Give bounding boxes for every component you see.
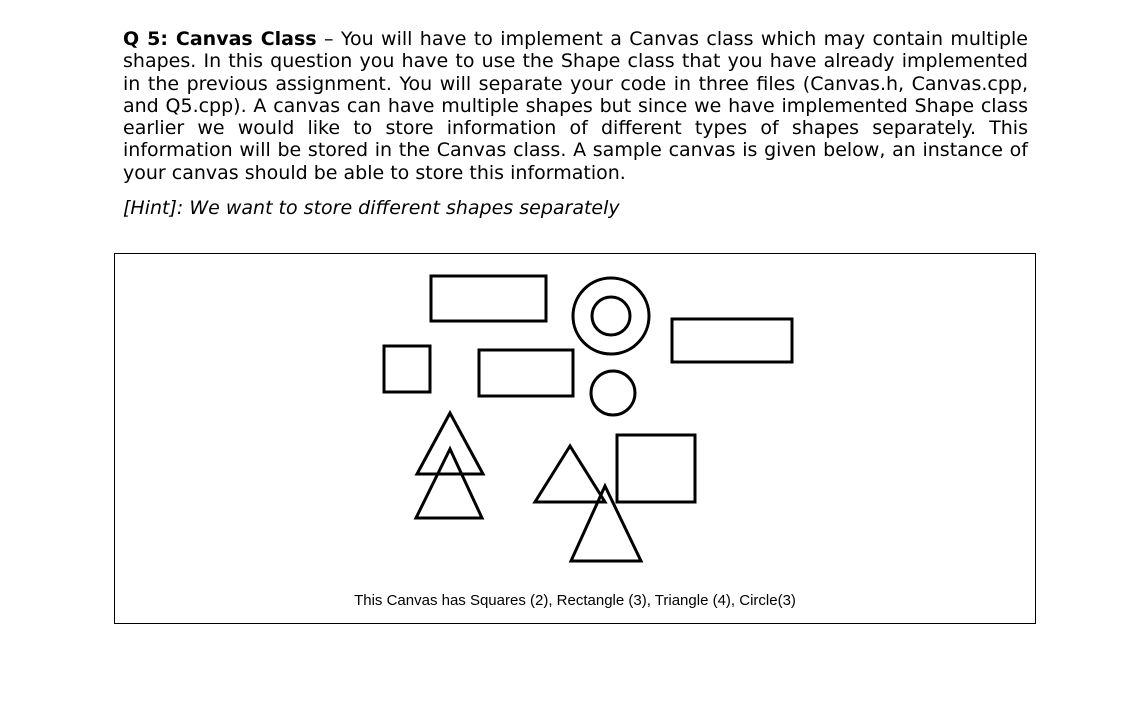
- hint-text: [Hint]: We want to store different shapes separately: [123, 197, 620, 220]
- triangle-shape: [417, 413, 483, 474]
- circle-shape: [592, 297, 630, 335]
- question-paragraph: [123, 28, 1028, 184]
- circle-shape: [573, 278, 649, 354]
- square-shape: [617, 435, 695, 502]
- rectangle-shape: [431, 276, 546, 321]
- triangle-shape: [571, 486, 641, 561]
- rectangle-shape: [479, 350, 573, 396]
- triangle-shape: [535, 446, 605, 502]
- circle-shape: [591, 371, 635, 415]
- sample-canvas-figure: [114, 253, 1036, 624]
- question-title: Q 5: Canvas Class: [123, 28, 317, 50]
- rectangle-shape: [672, 319, 792, 362]
- question-body: You will have to implement a Canvas class which may contain multiple shapes. In this question you have to use the Shape class that you have already implemented in the previous assignment. You will separate your code in three files (Canvas.h, Canvas.cpp, and Q5.cpp). A canvas can have multiple shapes but since we have implemented Shape class earlier we would like to store information of different types of shapes separately. This information will be stored in the Canvas class. A sample canvas is given below, an instance of your canvas should be able to store this information.: [123, 28, 1028, 184]
- figure-caption: This Canvas has Squares (2), Rectangle (3), Triangle (4), Circle(3): [354, 592, 796, 609]
- question-block: [123, 28, 1028, 219]
- title-dash: –: [316, 28, 341, 50]
- canvas-shapes: [115, 254, 1037, 625]
- square-shape: [384, 346, 430, 392]
